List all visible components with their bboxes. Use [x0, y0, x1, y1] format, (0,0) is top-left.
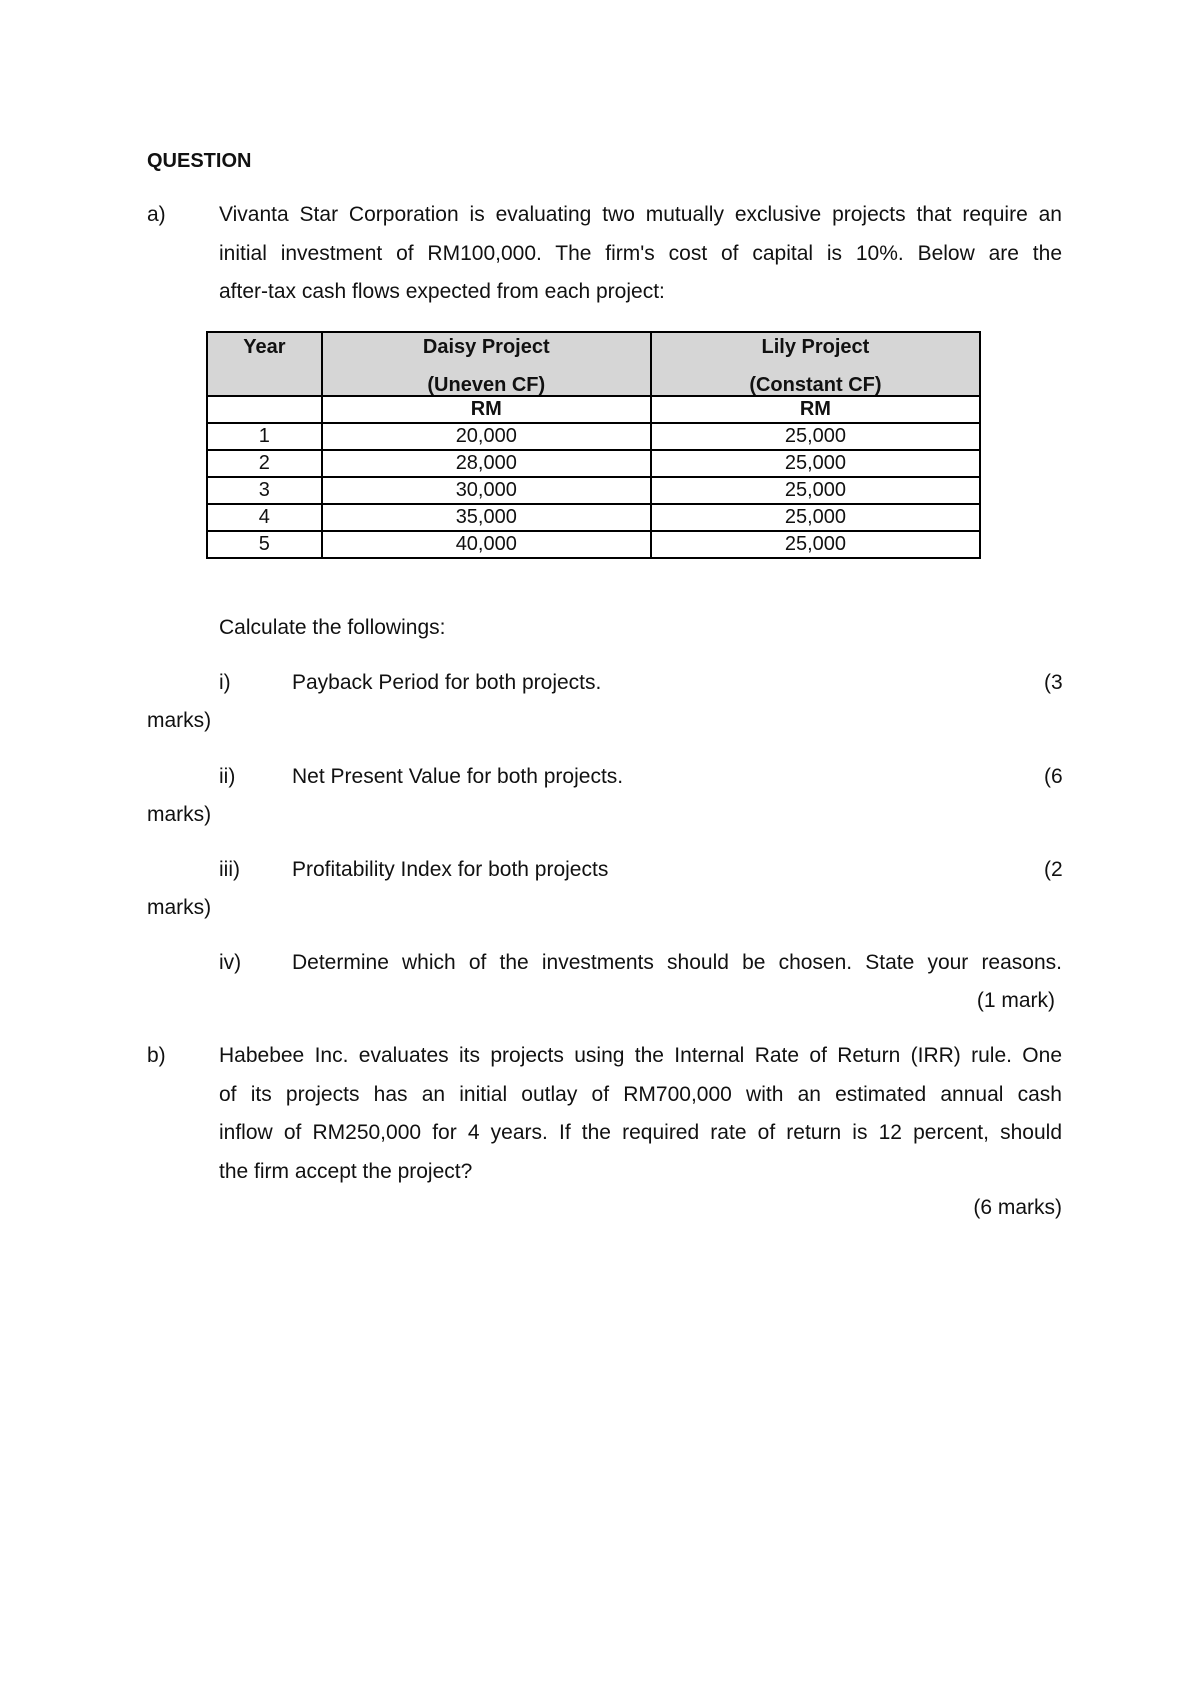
- year-cell: 2: [207, 450, 322, 477]
- item-iii-number: iii): [219, 858, 240, 881]
- item-ii-marks-cont: marks): [147, 803, 212, 826]
- part-b-label: b): [147, 1044, 166, 1067]
- part-a-line-3: after-tax cash flows expected from each project:: [219, 280, 665, 303]
- item-iii-text: Profitability Index for both projects: [292, 858, 609, 881]
- units-year: [207, 396, 322, 423]
- item-iv-number: iv): [219, 951, 242, 974]
- year-cell: 3: [207, 477, 322, 504]
- part-b-line-4: the firm accept the project?: [219, 1160, 473, 1183]
- part-b-marks: (6 marks): [973, 1196, 1062, 1219]
- year-cell: 1: [207, 423, 322, 450]
- item-i-number: i): [219, 671, 231, 694]
- lily-cell: 25,000: [651, 504, 980, 531]
- daisy-cell: 35,000: [322, 504, 651, 531]
- item-ii-text: Net Present Value for both projects.: [292, 765, 624, 788]
- part-a-line-2: initial investment of RM100,000. The firm's cost of capital is 10%. Below are the: [219, 242, 1062, 265]
- part-b-line-3: inflow of RM250,000 for 4 years. If the required rate of return is 12 percent, should: [219, 1121, 1062, 1144]
- item-i-marks: (3: [1044, 671, 1063, 694]
- item-i-text: Payback Period for both projects.: [292, 671, 602, 694]
- table-row: [207, 531, 980, 558]
- lily-cell: 25,000: [651, 450, 980, 477]
- item-iv-marks: (1 mark): [976, 989, 1055, 1012]
- lily-cell: 25,000: [651, 531, 980, 558]
- part-a-label: a): [147, 203, 166, 226]
- table-row: [207, 477, 980, 504]
- item-ii-number: ii): [219, 765, 236, 788]
- part-b-line-1: Habebee Inc. evaluates its projects using the Internal Rate of Return (IRR) rule. One: [219, 1044, 1062, 1067]
- header-lily: Lily Project (Constant CF): [651, 332, 980, 396]
- year-cell: 5: [207, 531, 322, 558]
- table-header-row: [207, 332, 980, 396]
- item-iii-marks-cont: marks): [147, 896, 212, 919]
- item-iv-text: Determine which of the investments should be chosen. State your reasons.: [292, 951, 1062, 974]
- header-year: Year: [207, 332, 322, 396]
- lily-cell: 25,000: [651, 423, 980, 450]
- table-row: [207, 423, 980, 450]
- lily-cell: 25,000: [651, 477, 980, 504]
- daisy-cell: 30,000: [322, 477, 651, 504]
- units-daisy: RM: [322, 396, 651, 423]
- year-cell: 4: [207, 504, 322, 531]
- units-lily: RM: [651, 396, 980, 423]
- item-i-marks-cont: marks): [147, 709, 212, 732]
- question-heading: QUESTION: [147, 150, 252, 172]
- part-b-line-2: of its projects has an initial outlay of RM700,000 with an estimated annual cash: [219, 1083, 1062, 1106]
- table-row: [207, 504, 980, 531]
- units-row: [207, 396, 980, 423]
- daisy-cell: 40,000: [322, 531, 651, 558]
- daisy-cell: 28,000: [322, 450, 651, 477]
- daisy-cell: 20,000: [322, 423, 651, 450]
- cash-flow-table: [206, 331, 981, 559]
- header-daisy: Daisy Project (Uneven CF): [322, 332, 651, 396]
- item-iii-marks: (2: [1044, 858, 1063, 881]
- part-a-line-1: Vivanta Star Corporation is evaluating two mutually exclusive projects that require an: [219, 203, 1062, 226]
- item-ii-marks: (6: [1044, 765, 1063, 788]
- table-row: [207, 450, 980, 477]
- calculate-instruction: Calculate the followings:: [219, 616, 446, 639]
